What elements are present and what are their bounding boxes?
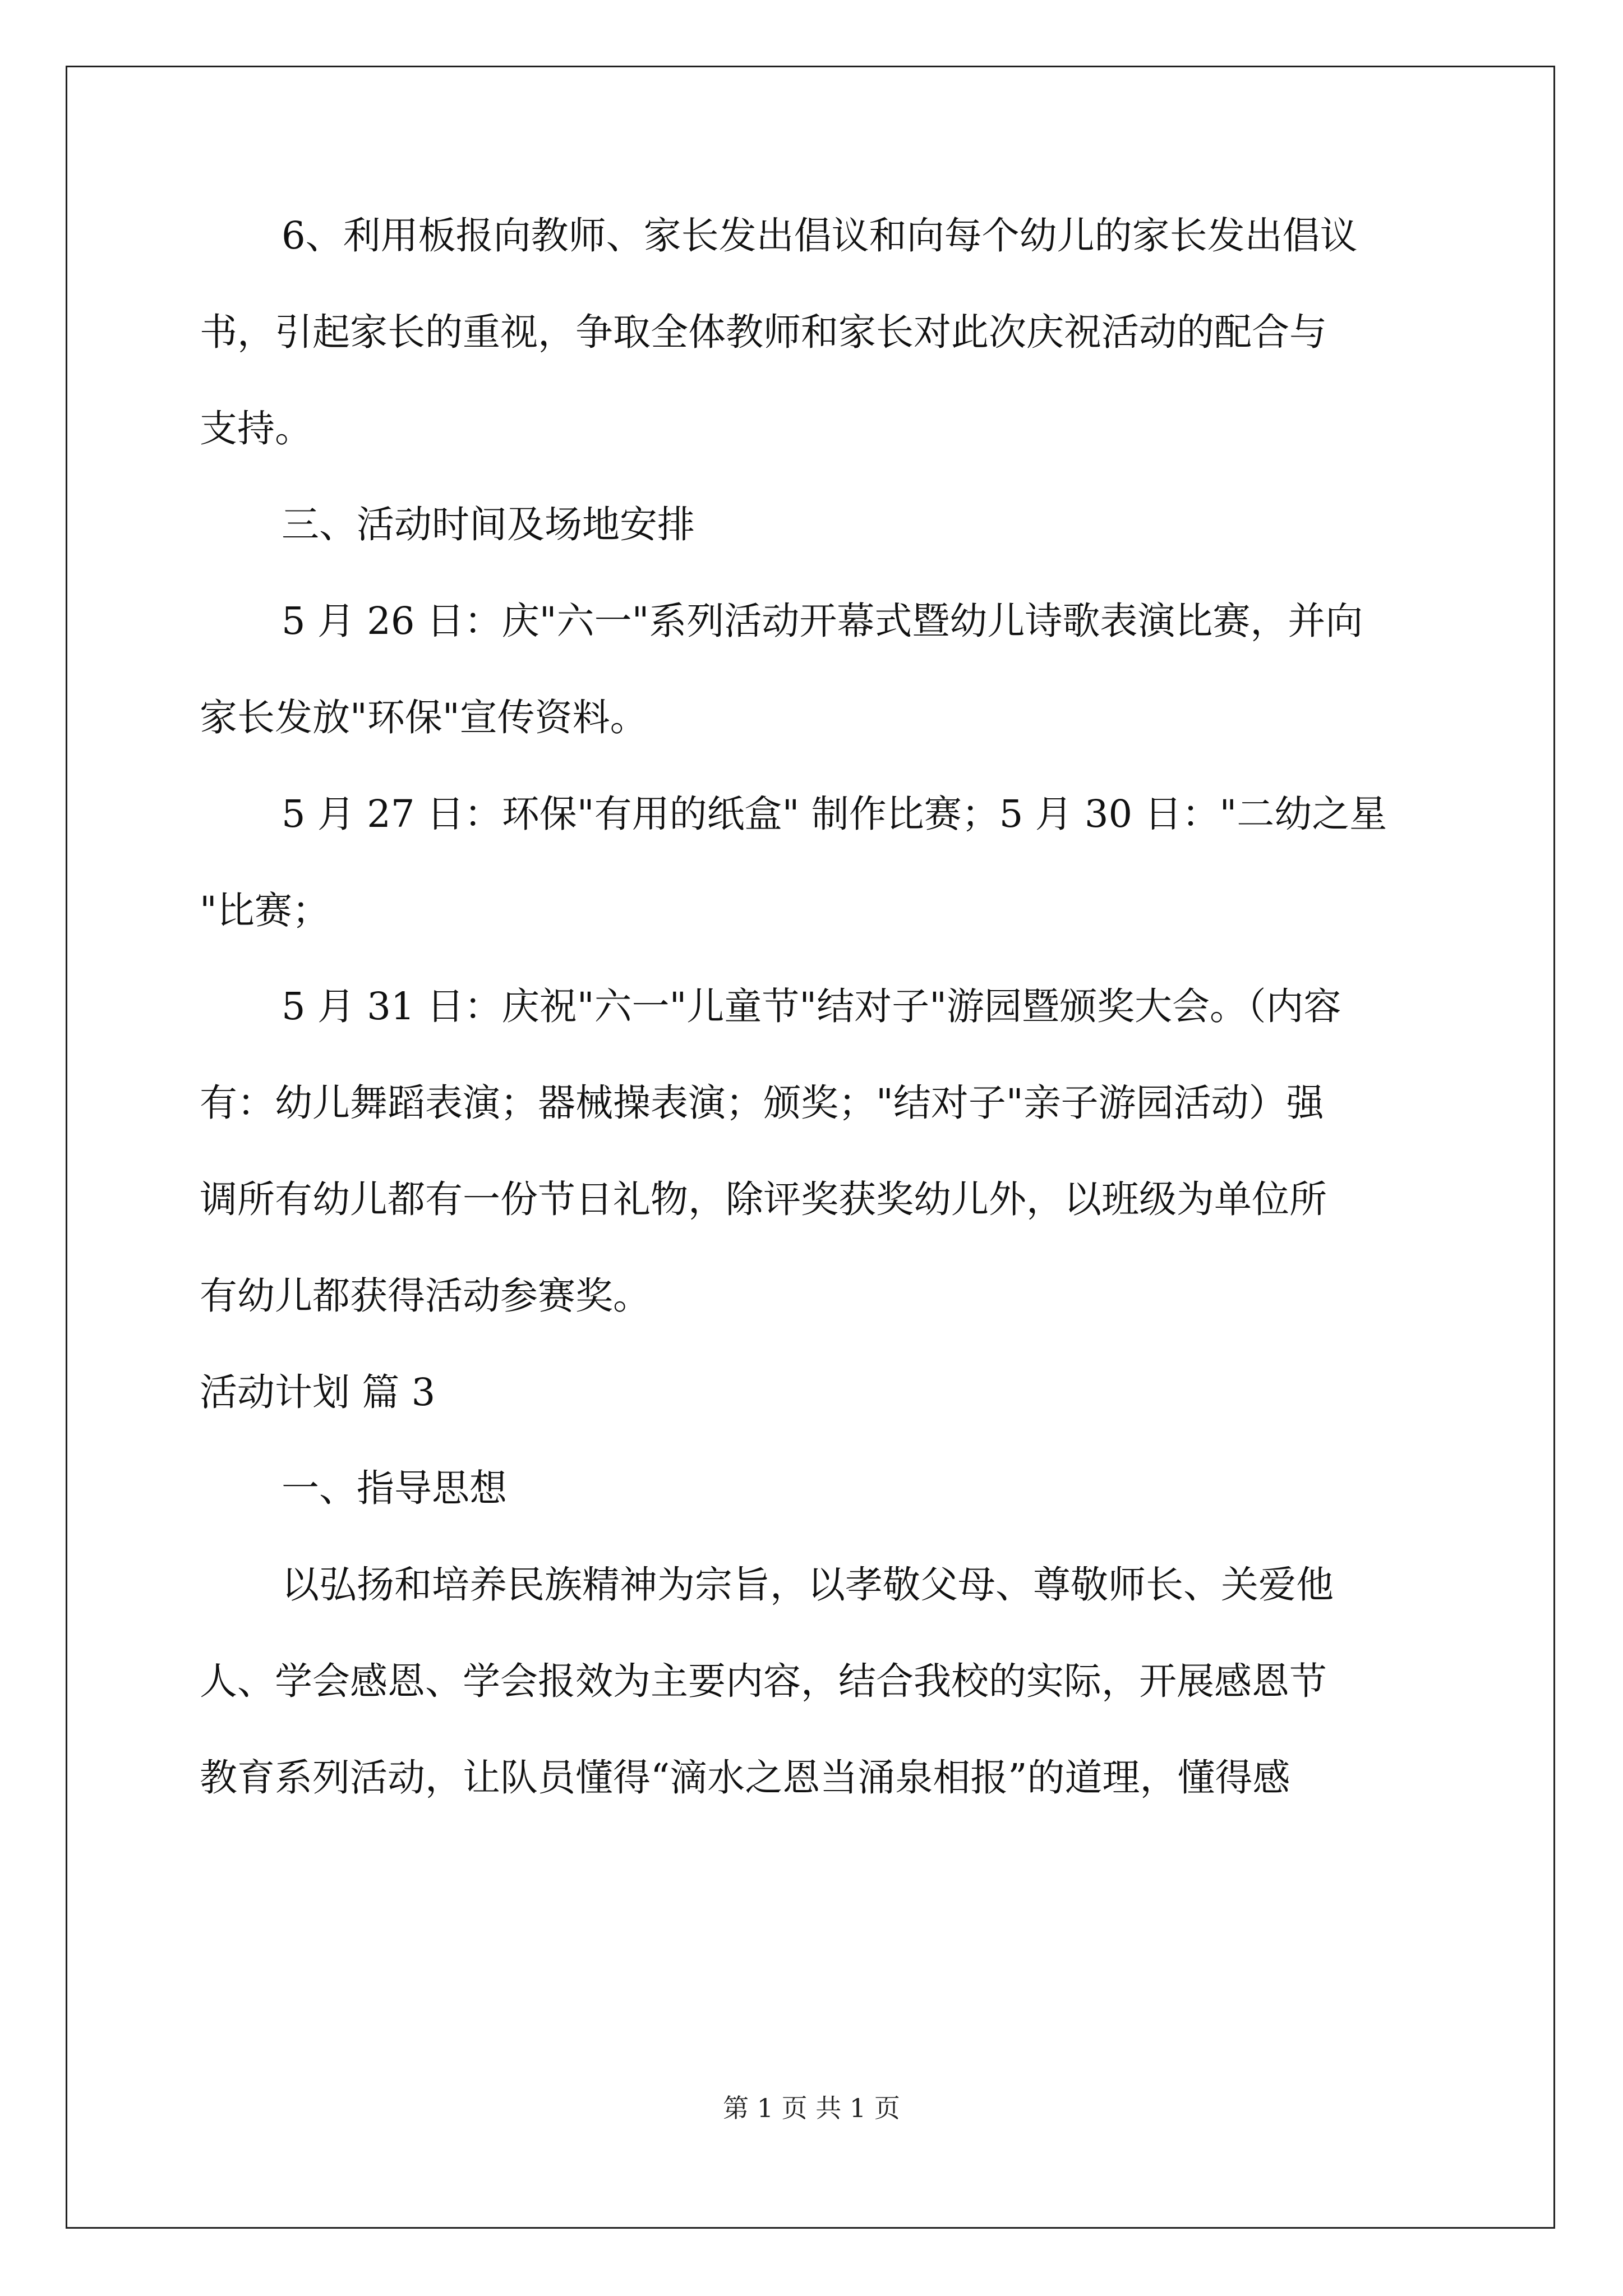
section-title: 活动计划 篇 3 [200, 1370, 436, 1414]
paragraph-line: 5 月 26 日：庆"六一"系列活动开幕式暨幼儿诗歌表演比赛，并向 [282, 599, 1363, 643]
paragraph-line: 书，引起家长的重视，争取全体教师和家长对此次庆祝活动的配合与 [200, 310, 1327, 354]
paragraph-line: 6、利用板报向教师、家长发出倡议和向每个幼儿的家长发出倡议 [282, 214, 1358, 257]
paragraph-line: 5 月 27 日：环保"有用的纸盒" 制作比赛；5 月 30 日："二幼之星 [282, 792, 1387, 836]
paragraph-line: 家长发放"环保"宣传资料。 [200, 696, 648, 739]
paragraph-line: "比赛； [200, 889, 330, 932]
section-heading: 一、指导思想 [282, 1466, 507, 1510]
paragraph-line: 支持。 [200, 407, 312, 450]
page-border [66, 66, 1555, 2229]
paragraph-line: 有：幼儿舞蹈表演；器械操表演；颁奖；"结对子"亲子游园活动）强 [200, 1081, 1324, 1125]
paragraph-line: 有幼儿都获得活动参赛奖。 [200, 1274, 651, 1318]
page-footer: 第 1 页 共 1 页 [723, 2093, 900, 2123]
paragraph-line: 调所有幼儿都有一份节日礼物，除评奖获奖幼儿外，以班级为单位所 [200, 1177, 1327, 1221]
paragraph-line: 教育系列活动，让队员懂得“滴水之恩当涌泉相报”的道理，懂得感 [200, 1756, 1290, 1800]
paragraph-line: 人、学会感恩、学会报效为主要内容，结合我校的实际，开展感恩节 [200, 1659, 1327, 1703]
paragraph-line: 5 月 31 日：庆祝"六一"儿童节"结对子"游园暨颁奖大会。（内容 [282, 984, 1341, 1028]
section-heading: 三、活动时间及场地安排 [282, 503, 695, 546]
paragraph-line: 以弘扬和培养民族精神为宗旨，以孝敬父母、尊敬师长、关爱他 [282, 1563, 1334, 1607]
